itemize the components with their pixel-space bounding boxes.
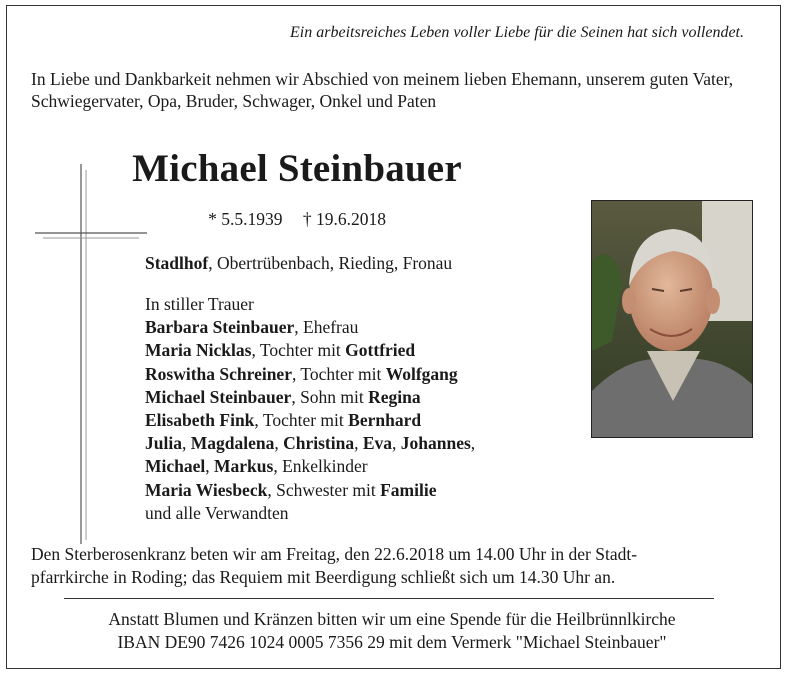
mourner-row [145, 339, 475, 362]
residence-main: Stadlhof [145, 253, 209, 273]
mourner-name: Markus [214, 456, 274, 477]
mourner-relation: und alle Verwandten [145, 502, 289, 523]
mourner-relation: , [354, 433, 363, 454]
mourner-name: Roswitha Schreiner [145, 363, 292, 384]
mourner-relation: , [274, 433, 284, 454]
mourner-name: Familie [380, 479, 437, 500]
mourning-label: In stiller Trauer [145, 294, 254, 314]
mourner-relation: , [181, 433, 191, 454]
mourner-relation: , Tochter mit [254, 410, 349, 431]
mourner-name: Maria Wiesbeck [145, 479, 268, 500]
mourner-name: Johannes [400, 433, 471, 454]
mourner-name: Michael Steinbauer [145, 386, 292, 407]
mourner-row [145, 502, 475, 525]
deceased-name: Michael Steinbauer [132, 147, 462, 190]
mourners-list [145, 293, 475, 525]
mourner-row [145, 432, 475, 455]
intro-text: In Liebe und Dankbarkeit nehmen wir Abschied von meinem lieben Ehemann, unserem guten Vater, Schwiegervater, Opa, Bruder, Schwager, Onkel und Paten [31, 69, 734, 111]
birth-date: * 5.5.1939 [208, 209, 283, 229]
mourner-name: Maria Nicklas [145, 340, 252, 361]
cross-icon [29, 164, 149, 544]
rosary-line-2: pfarrkirche in Roding; das Requiem mit Beerdigung schließt sich um 14.30 Uhr an. [31, 567, 616, 587]
mourner-relation: , [470, 433, 476, 454]
mourner-row [145, 363, 475, 386]
mourner-name: Christina [283, 433, 355, 454]
donation-line-2: IBAN DE90 7426 1024 0005 7356 29 mit dem Vermerk "Michael Steinbauer" [117, 632, 667, 652]
mourner-relation: , Schwester mit [267, 479, 381, 500]
mourner-row [145, 479, 475, 502]
residence-rest: , Obertrübenbach, Rieding, Fronau [208, 253, 453, 273]
donation-line-1: Anstatt Blumen und Kränzen bitten wir um eine Spende für die Heilbrünnlkirche [108, 609, 676, 629]
mourner-name: Elisabeth Fink [145, 410, 255, 431]
mourner-name: Julia [145, 433, 182, 454]
mourner-relation: , Tochter mit [291, 363, 386, 384]
mourner-name: Michael [145, 456, 206, 477]
mourner-name: Wolfgang [385, 363, 458, 384]
mourner-relation: , Ehefrau [294, 317, 359, 338]
mourner-relation: , Sohn mit [291, 386, 369, 407]
mourner-relation: , Enkelkinder [273, 456, 368, 477]
rosary-notice [31, 543, 771, 589]
rosary-line-1: Den Sterberosenkranz beten wir am Freitag, den 22.6.2018 um 14.00 Uhr in der Stadt- [31, 544, 638, 564]
donation-notice [7, 608, 777, 654]
divider [64, 598, 714, 599]
mourner-row [145, 386, 475, 409]
mourner-row [145, 409, 475, 432]
obituary-frame [6, 5, 781, 669]
mourner-name: Magdalena [190, 433, 275, 454]
mourner-name: Bernhard [348, 410, 422, 431]
mourner-relation: , [205, 456, 215, 477]
mourner-name: Gottfried [345, 340, 416, 361]
mourner-relation: , Tochter mit [251, 340, 346, 361]
portrait-photo [591, 200, 753, 438]
mourner-name: Eva [362, 433, 393, 454]
motto-text: Ein arbeitsreiches Leben voller Liebe für die Seinen hat sich vollendet. [290, 24, 744, 41]
death-date: † 19.6.2018 [302, 209, 386, 229]
mourner-row [145, 316, 475, 339]
mourner-row [145, 455, 475, 478]
residence [145, 253, 452, 274]
mourner-name: Regina [368, 386, 421, 407]
mourner-name: Barbara Steinbauer [145, 317, 295, 338]
mourner-relation: , [392, 433, 401, 454]
